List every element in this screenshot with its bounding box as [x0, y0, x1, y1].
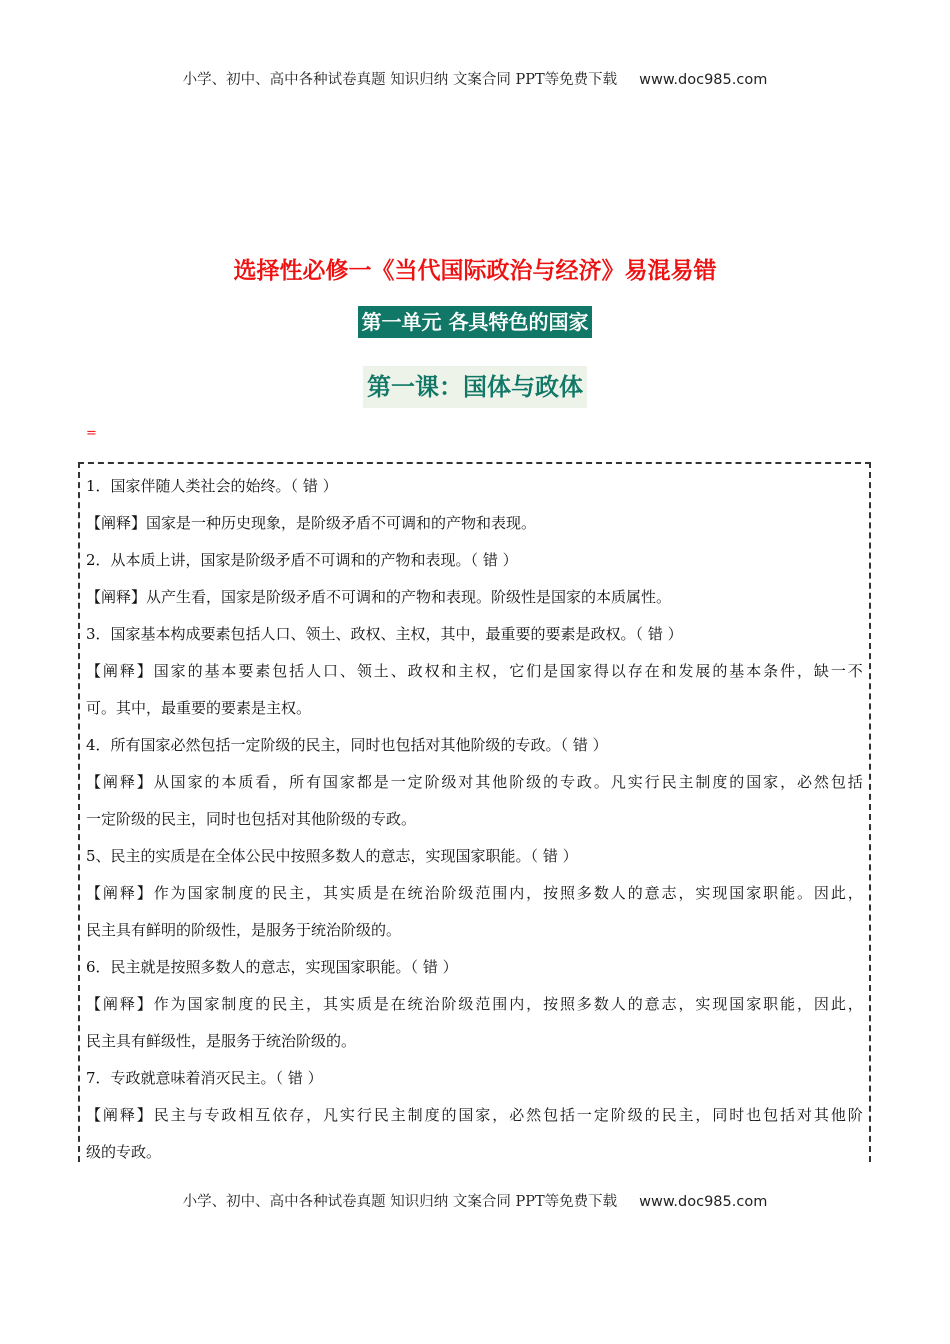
explanation-3-line-1: 【阐释】国家的基本要素包括人口、领土、政权和主权，它们是国家得以存在和发展的基本条件，缺一不 [86, 662, 863, 680]
explanation-2: 【阐释】从产生看，国家是阶级矛盾不可调和的产物和表现。阶级性是国家的本质属性。 [86, 588, 672, 606]
question-4: 4．所有国家必然包括一定阶级的民主，同时也包括对其他阶级的专政。（ 错 ） [86, 736, 608, 754]
explanation-4-line-1: 【阐释】从国家的本质看，所有国家都是一定阶级对其他阶级的专政。凡实行民主制度的国家，必然包括 [86, 773, 863, 791]
lesson-title: 第一课：国体与政体 [363, 366, 587, 408]
explanation-6-line-1: 【阐释】作为国家制度的民主，其实质是在统治阶级范围内，按照多数人的意志，实现国家职能，因此， [86, 995, 863, 1013]
question-7: 7．专政就意味着消灭民主。（ 错 ） [86, 1069, 323, 1087]
explanation-3-line-2: 可。其中，最重要的要素是主权。 [86, 699, 312, 717]
explanation-4-line-2: 一定阶级的民主，同时也包括对其他阶级的专政。 [86, 810, 417, 828]
header-text: 小学、初中、高中各种试卷真题 知识归纳 文案合同 PPT等免费下载 [182, 72, 618, 88]
header-site-link[interactable]: www.doc985.com [639, 72, 768, 88]
unit-title-wrapper [0, 306, 950, 338]
explanation-1: 【阐释】国家是一种历史现象，是阶级矛盾不可调和的产物和表现。 [86, 514, 537, 532]
explanation-5-line-1: 【阐释】作为国家制度的民主，其实质是在统治阶级范围内，按照多数人的意志，实现国家职能。因此， [86, 884, 863, 902]
explanation-6-line-2: 民主具有鲜级性，是服务于统治阶级的。 [86, 1032, 357, 1050]
lesson-title-wrapper [0, 366, 950, 408]
question-1: 1．国家伴随人类社会的始终。（ 错 ） [86, 477, 338, 495]
page-footer [0, 1190, 950, 1211]
footer-site-link[interactable]: www.doc985.com [639, 1194, 768, 1210]
question-2: 2．从本质上讲，国家是阶级矛盾不可调和的产物和表现。（ 错 ） [86, 551, 518, 569]
explanation-7-line-2: 级的专政。 [86, 1143, 162, 1161]
question-3: 3．国家基本构成要素包括人口、领土、政权、主权，其中，最重要的要素是政权。（ 错 ） [86, 625, 683, 643]
qa-box [78, 462, 871, 1162]
unit-title: 第一单元 各具特色的国家 [358, 306, 593, 338]
footer-text: 小学、初中、高中各种试卷真题 知识归纳 文案合同 PPT等免费下载 [182, 1194, 618, 1210]
page-header [0, 68, 950, 89]
explanation-5-line-2: 民主具有鲜明的阶级性，是服务于统治阶级的。 [86, 921, 402, 939]
question-6: 6．民主就是按照多数人的意志，实现国家职能。（ 错 ） [86, 958, 458, 976]
document-title: 选择性必修一《当代国际政治与经济》易混易错 [233, 258, 717, 284]
question-5: 5、民主的实质是在全体公民中按照多数人的意志，实现国家职能。（ 错 ） [86, 847, 578, 865]
red-marker: = [86, 426, 97, 441]
explanation-7-line-1: 【阐释】民主与专政相互依存，凡实行民主制度的国家，必然包括一定阶级的民主，同时也包括对其他阶 [86, 1106, 863, 1124]
